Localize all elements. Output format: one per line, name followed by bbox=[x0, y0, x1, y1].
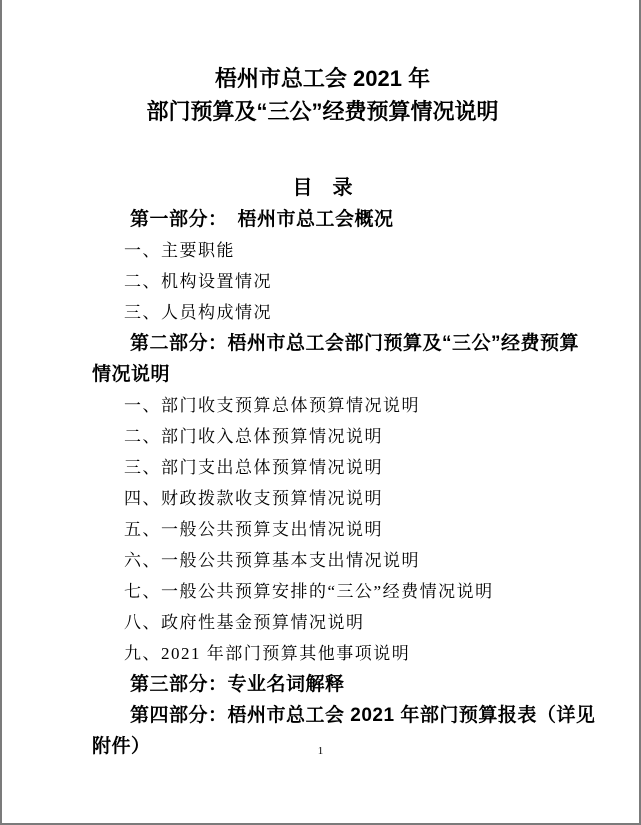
toc-section-heading: 第一部分： 梧州市总工会概况 bbox=[130, 209, 394, 230]
title-line-2: 部门预算及“三公”经费预算情况说明 bbox=[146, 99, 499, 124]
page-content bbox=[2, 0, 639, 762]
document-title bbox=[92, 62, 553, 128]
toc-heading: 目 录 bbox=[292, 177, 353, 199]
toc-item: 五、一般公共预算支出情况说明 bbox=[124, 520, 383, 539]
toc-item: 一、部门收支预算总体预算情况说明 bbox=[124, 396, 420, 415]
toc-item: 九、2021 年部门预算其他事项说明 bbox=[124, 644, 411, 663]
toc-item: 二、部门收入总体预算情况说明 bbox=[124, 427, 383, 446]
toc-section-heading-cont: 附件） bbox=[92, 736, 151, 757]
toc-item: 四、财政拨款收支预算情况说明 bbox=[124, 489, 383, 508]
toc-section-heading: 第四部分：梧州市总工会 2021 年部门预算报表（详见 bbox=[130, 705, 596, 726]
toc-item: 六、一般公共预算基本支出情况说明 bbox=[124, 551, 420, 570]
toc-item: 一、主要职能 bbox=[124, 241, 235, 260]
table-of-contents bbox=[92, 204, 596, 762]
toc-item: 三、人员构成情况 bbox=[124, 303, 272, 322]
toc-item: 七、一般公共预算安排的“三公”经费情况说明 bbox=[124, 582, 494, 601]
toc-item: 八、政府性基金预算情况说明 bbox=[124, 613, 365, 632]
title-line-1: 梧州市总工会 2021 年 bbox=[214, 66, 431, 91]
toc-section-heading: 第三部分：专业名词解释 bbox=[130, 674, 345, 695]
toc-section-heading-cont: 情况说明 bbox=[92, 364, 171, 385]
page-number: 1 bbox=[317, 745, 324, 757]
toc-item: 二、机构设置情况 bbox=[124, 272, 272, 291]
toc-item: 三、部门支出总体预算情况说明 bbox=[124, 458, 383, 477]
toc-section-heading: 第二部分：梧州市总工会部门预算及“三公”经费预算 bbox=[130, 333, 580, 354]
